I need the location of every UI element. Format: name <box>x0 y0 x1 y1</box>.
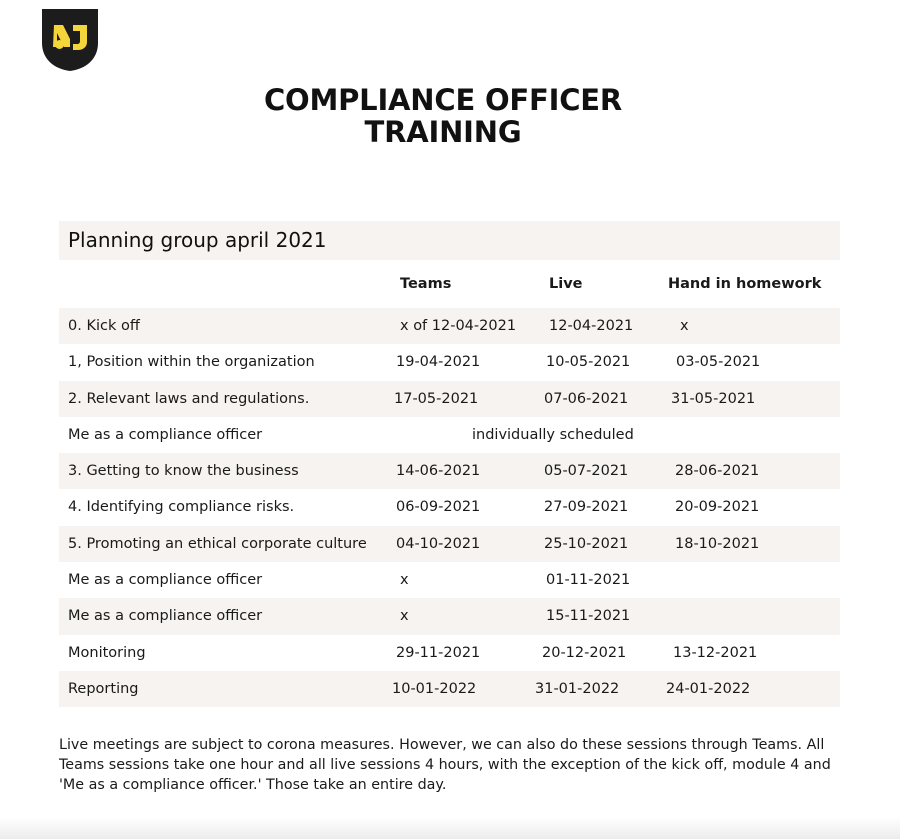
page-title <box>0 84 886 148</box>
table-row <box>59 526 840 562</box>
module-cell: Me as a compliance officer <box>68 572 263 589</box>
planning-heading: Planning group april 2021 <box>59 221 840 260</box>
module-cell: Me as a compliance officer <box>68 608 263 625</box>
module-cell: 4. Identifying compliance risks. <box>68 499 295 516</box>
table-row <box>59 344 840 380</box>
column-header-live: Live <box>549 276 583 292</box>
teams-cell: 19-04-2021 <box>396 354 481 371</box>
live-cell: 20-12-2021 <box>542 644 627 661</box>
live-cell: 15-11-2021 <box>546 608 631 625</box>
title-line-1: COMPLIANCE OFFICER <box>263 83 623 117</box>
teams-cell: 06-09-2021 <box>396 499 481 516</box>
module-cell: 0. Kick off <box>68 318 140 334</box>
company-logo-icon <box>40 9 100 71</box>
column-header-teams: Teams <box>400 276 452 292</box>
live-cell: 12-04-2021 <box>549 318 634 334</box>
column-header-homework: Hand in homework <box>668 276 822 292</box>
homework-cell: 31-05-2021 <box>671 390 756 407</box>
teams-cell: 14-06-2021 <box>396 463 481 480</box>
module-cell: Me as a compliance officer <box>68 426 263 443</box>
module-cell: Reporting <box>68 680 139 697</box>
table-row <box>59 417 840 453</box>
planning-table <box>59 221 840 707</box>
teams-cell: x of 12-04-2021 <box>400 318 517 334</box>
title-line-2: TRAINING <box>364 115 522 149</box>
teams-cell: 17-05-2021 <box>394 390 479 407</box>
table-row <box>59 598 840 634</box>
homework-cell: x <box>680 318 689 334</box>
live-cell: 05-07-2021 <box>544 463 629 480</box>
live-cell: 27-09-2021 <box>544 499 629 516</box>
teams-cell: x <box>400 572 409 589</box>
page-bottom-edge <box>0 817 900 839</box>
module-cell: 3. Getting to know the business <box>68 463 299 480</box>
live-cell: 07-06-2021 <box>544 390 629 407</box>
homework-cell: 03-05-2021 <box>676 354 761 371</box>
table-row <box>59 671 840 707</box>
table-row <box>59 308 840 344</box>
teams-cell: 10-01-2022 <box>392 680 477 697</box>
homework-cell: 13-12-2021 <box>673 644 758 661</box>
homework-cell: 20-09-2021 <box>675 499 760 516</box>
table-row <box>59 635 840 671</box>
footnote-text: Live meetings are subject to corona measures. However, we can also do these sessions through Teams. All Teams sessions take one hour and all live sessions 4 hours, with the exception of the kick off, module 4 and 'Me as a compliance officer.' Those take an entire day. <box>59 737 831 793</box>
homework-cell: 28-06-2021 <box>675 463 760 480</box>
table-row <box>59 489 840 525</box>
teams-cell: 04-10-2021 <box>396 535 481 552</box>
live-cell: 25-10-2021 <box>544 535 629 552</box>
table-header-row <box>59 260 840 308</box>
teams-cell: x <box>400 608 409 625</box>
homework-cell: 24-01-2022 <box>666 680 751 697</box>
table-row <box>59 562 840 598</box>
teams-cell: 29-11-2021 <box>396 644 481 661</box>
span-cell: individually scheduled <box>472 426 634 443</box>
homework-cell: 18-10-2021 <box>675 535 760 552</box>
live-cell: 10-05-2021 <box>546 354 631 371</box>
module-cell: 2. Relevant laws and regulations. <box>68 390 310 407</box>
module-cell: 1, Position within the organization <box>68 354 315 371</box>
live-cell: 31-01-2022 <box>535 680 620 697</box>
table-row <box>59 453 840 489</box>
module-cell: Monitoring <box>68 644 146 661</box>
module-cell: 5. Promoting an ethical corporate culture <box>68 535 367 552</box>
table-row <box>59 381 840 417</box>
live-cell: 01-11-2021 <box>546 572 631 589</box>
